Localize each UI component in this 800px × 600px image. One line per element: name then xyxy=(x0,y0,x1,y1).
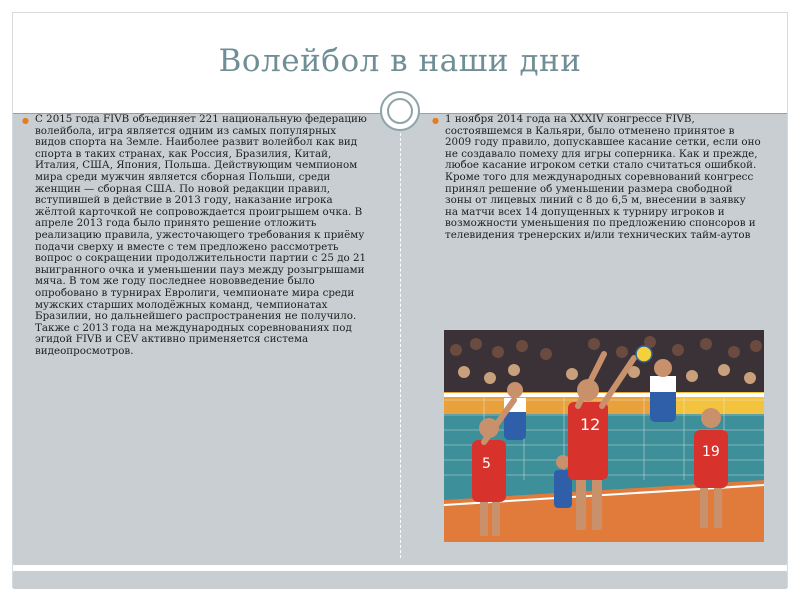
bottom-band xyxy=(13,571,787,589)
jersey-number: 19 xyxy=(702,444,720,460)
jersey-number: 12 xyxy=(580,415,601,434)
slide-title: Волейбол в наши дни xyxy=(218,43,582,79)
bullet-icon: ● xyxy=(22,116,29,125)
right-text-column xyxy=(432,114,762,242)
circle-ornament-inner xyxy=(387,98,413,124)
jersey-number: 5 xyxy=(482,456,491,472)
bullet-icon: ● xyxy=(432,116,439,125)
right-paragraph xyxy=(432,114,762,242)
right-paragraph-text: 1 ноября 2014 года на XXXIV конгрессе FIVB, состоявшемся в Кальяри, было отменено принятое в 2009 году правило, допускавшее касание сетки, если оно не создавало помеху для игры соперника. Как и прежде, любое касание игроком сетки стало считаться ошибкой. Кроме того для международных соревнований конгресс принял решение об уменьшении размера свободной зоны от лицевых линий с 8 до 6,5 м, внесении в заявку на матчи всех 14 допущенных к турниру игроков и возможности уменьшения по предложению спонсоров и телевидения тренерских и/или технических тайм-аутов xyxy=(445,113,761,241)
volleyball-photo xyxy=(444,330,764,542)
column-separator xyxy=(400,133,401,558)
left-text-column xyxy=(22,114,367,357)
left-paragraph-text: С 2015 года FIVB объединяет 221 национальную федерацию волейбола, игра является одним из самых популярных видов спорта на Земле. Наиболее развит волейбол как вид спорта в таких странах, как Россия, Бразилия, Китай, Италия, США, Япония, Польша. Действующим чемпионом мира среди мужчин является сборная Польши, среди женщин — сборная США. По новой редакции правил, вступившей в действие в 2013 году, наказание игрока жёлтой карточкой не сопровождается проигрышем очка. В апреле 2013 года было принято решение отложить реализацию правила, ужесточающего требования к приёму подачи сверху и вместе с тем предложено рассмотреть вопрос о сокращении продолжительности партии с 25 до 21 выигранного очка и уменьшении пауз между розыгрышами мяча. В том же году последнее нововведение было опробовано в турнирах Евролиги, чемпионате мира среди мужских старших молодёжных команд, чемпионатах Бразилии, но дальнейшего распространения не получило. Также с 2013 года на международных соревнованиях под эгидой FIVB и CEV активно применяется система видеопросмотров. xyxy=(35,113,367,357)
volleyball-photo-illustration xyxy=(444,330,764,542)
left-paragraph xyxy=(22,114,367,357)
circle-ornament-icon xyxy=(380,91,420,131)
